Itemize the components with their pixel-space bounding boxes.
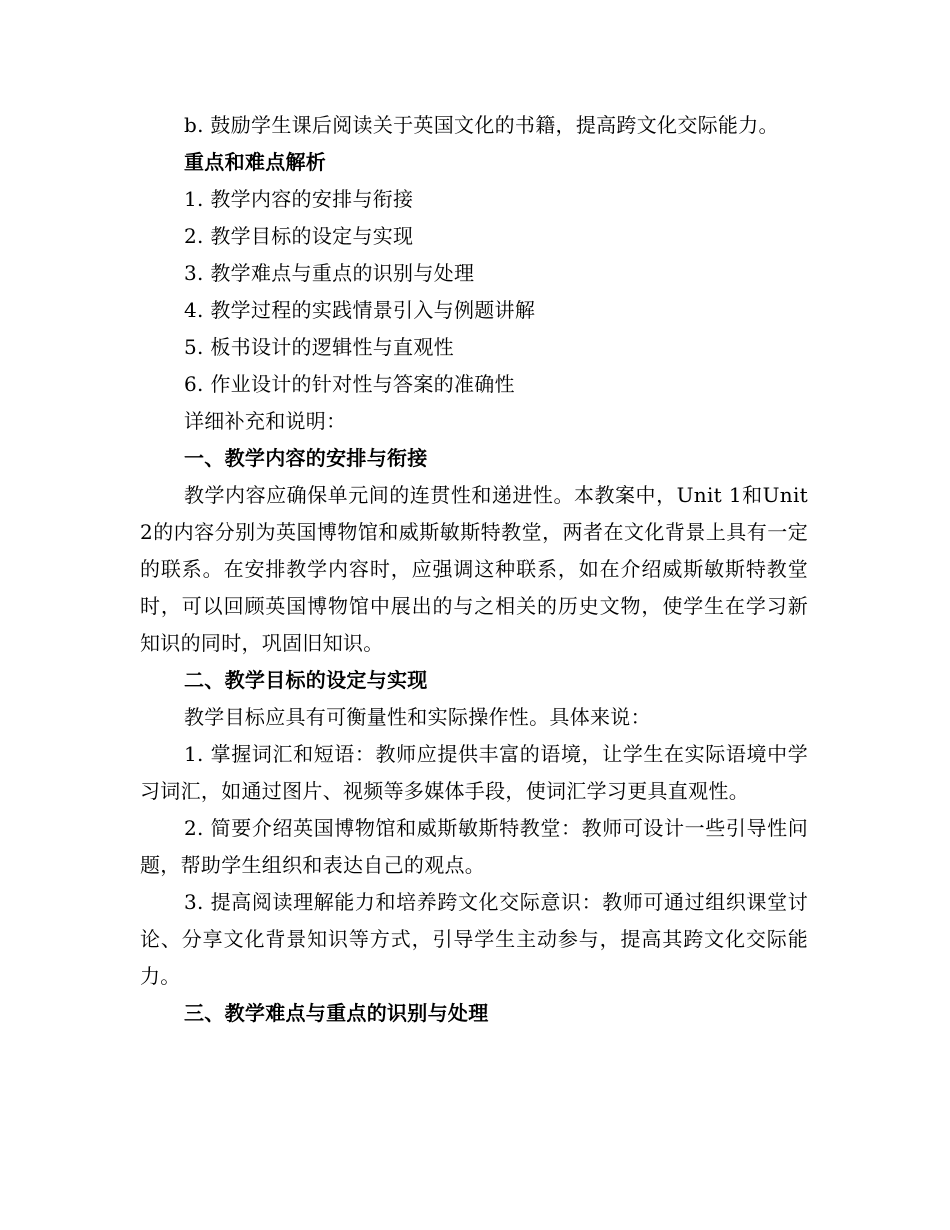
section-heading-1: 一、教学内容的安排与衔接 xyxy=(184,446,428,470)
list-item-1: 1. 教学内容的安排与衔接 xyxy=(184,187,414,211)
list-item-2: 2. 教学目标的设定与实现 xyxy=(184,224,414,248)
section-heading-3: 三、教学难点与重点的识别与处理 xyxy=(184,1001,489,1025)
list-item-4: 4. 教学过程的实践情景引入与例题讲解 xyxy=(184,298,536,322)
list-item-5: 5. 板书设计的逻辑性与直观性 xyxy=(184,335,454,359)
document-page xyxy=(140,107,808,1032)
paragraph-b-reading: b. 鼓励学生课后阅读关于英国文化的书籍，提高跨文化交际能力。 xyxy=(184,113,779,137)
heading-key-points: 重点和难点解析 xyxy=(184,150,327,174)
section-1-paragraph: 教学内容应确保单元间的连贯性和递进性。本教案中，Unit 1和Unit 2的内容分别为英国博物馆和威斯敏斯特教堂，两者在文化背景上具有一定的联系。在安排教学内容时，应强调这种联系，如在介绍威斯敏斯特教堂时，可以回顾英国博物馆中展出的与之相关的历史文物，使学生在学习新知识的同时，巩固旧知识。 xyxy=(140,483,808,655)
details-intro: 详细补充和说明： xyxy=(184,409,347,433)
list-item-3: 3. 教学难点与重点的识别与处理 xyxy=(184,261,475,285)
section-2-point-2: 2. 简要介绍英国博物馆和威斯敏斯特教堂：教师可设计一些引导性问题，帮助学生组织和表达自己的观点。 xyxy=(140,816,808,877)
section-heading-2: 二、教学目标的设定与实现 xyxy=(184,668,428,692)
section-2-point-3: 3. 提高阅读理解能力和培养跨文化交际意识：教师可通过组织课堂讨论、分享文化背景知识等方式，引导学生主动参与，提高其跨文化交际能力。 xyxy=(140,890,808,988)
section-2-point-1: 1. 掌握词汇和短语：教师应提供丰富的语境，让学生在实际语境中学习词汇，如通过图片、视频等多媒体手段，使词汇学习更具直观性。 xyxy=(140,742,808,803)
section-2-intro: 教学目标应具有可衡量性和实际操作性。具体来说： xyxy=(184,705,651,729)
list-item-6: 6. 作业设计的针对性与答案的准确性 xyxy=(184,372,515,396)
